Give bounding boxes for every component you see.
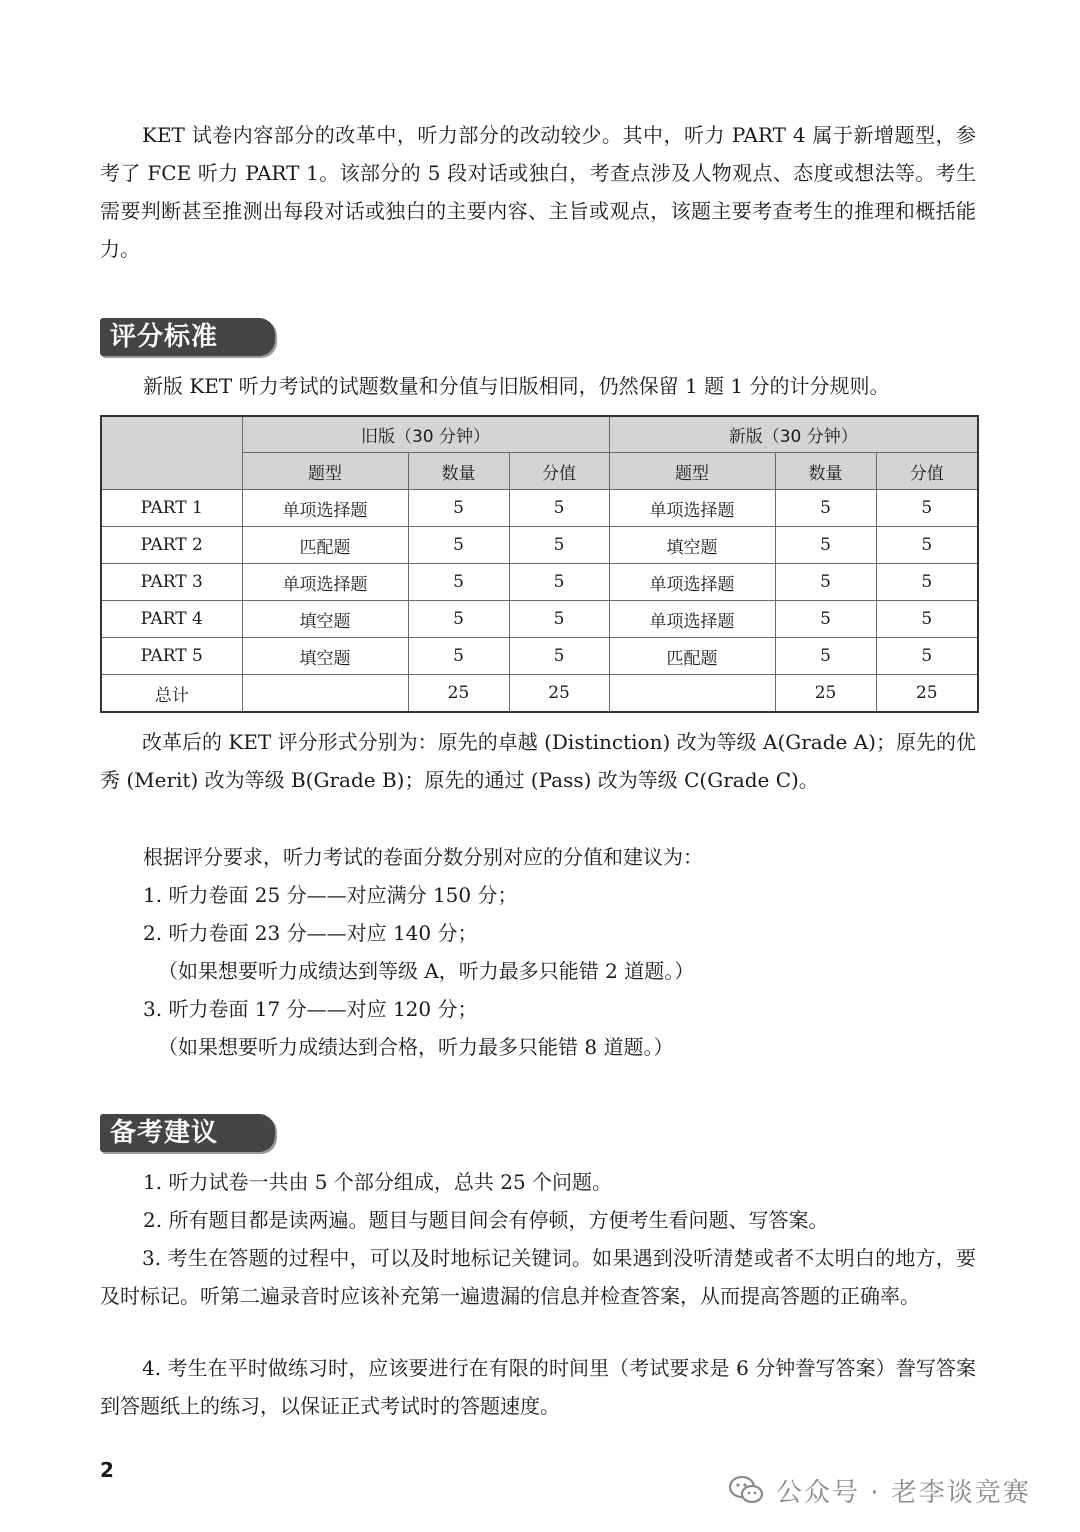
- corner-cell: [101, 416, 242, 490]
- cell-old-count: 25: [408, 675, 509, 713]
- header-new-version: 新版（30 分钟）: [609, 416, 978, 453]
- score-item-1: 1. 听力卷面 25 分——对应满分 150 分；: [143, 883, 518, 907]
- cell-old-count: 5: [408, 490, 509, 527]
- table-row: [101, 638, 978, 675]
- wechat-icon: [728, 1474, 764, 1506]
- cell-old-score: 25: [509, 675, 609, 713]
- score-item-3: 3. 听力卷面 17 分——对应 120 分；: [143, 997, 478, 1021]
- table-row: [101, 601, 978, 638]
- cell-new-count: 5: [775, 564, 876, 601]
- cell-part: PART 3: [101, 564, 242, 601]
- col-new-count: 数量: [775, 453, 876, 490]
- cell-old-score: 5: [509, 527, 609, 564]
- tip-4: 4. 考生在平时做练习时，应该要进行在有限的时间里（考试要求是 6 分钟誊写答案）誊写答案到答题纸上的练习，以保证正式考试时的答题速度。: [100, 1356, 976, 1418]
- cell-new-count: 5: [775, 601, 876, 638]
- cell-part: PART 1: [101, 490, 242, 527]
- cell-part: PART 5: [101, 638, 242, 675]
- cell-new-count: 25: [775, 675, 876, 713]
- col-old-count: 数量: [408, 453, 509, 490]
- scores-lead: 根据评分要求，听力考试的卷面分数分别对应的分值和建议为：: [143, 845, 703, 869]
- cell-new-score: 5: [876, 638, 978, 675]
- header-old-version: 旧版（30 分钟）: [242, 416, 609, 453]
- cell-old-count: 5: [408, 527, 509, 564]
- section-title: 评分标准: [110, 322, 219, 352]
- col-new-score: 分值: [876, 453, 978, 490]
- watermark-text: 公众号 · 老李谈竞赛: [776, 1477, 1031, 1508]
- cell-old-score: 5: [509, 601, 609, 638]
- cell-new-type: 匹配题: [609, 638, 775, 675]
- section-heading-grading: [100, 318, 275, 356]
- cell-total-label: 总计: [101, 675, 242, 713]
- cell-old-type: 单项选择题: [242, 564, 408, 601]
- cell-new-score: 5: [876, 564, 978, 601]
- cell-new-score: 5: [876, 490, 978, 527]
- cell-new-type: [609, 675, 775, 713]
- cell-new-type: 单项选择题: [609, 490, 775, 527]
- cell-new-type: 单项选择题: [609, 564, 775, 601]
- cell-new-score: 25: [876, 675, 978, 713]
- tip-2: 2. 所有题目都是读两遍。题目与题目间会有停顿，方便考生看问题、写答案。: [143, 1208, 829, 1232]
- watermark: [728, 1470, 1031, 1510]
- tip-3: 3. 考生在答题的过程中，可以及时地标记关键词。如果遇到没听清楚或者不太明白的地方，要及时标记。听第二遍录音时应该补充第一遍遗漏的信息并检查答案，从而提高答题的正确率。: [100, 1246, 976, 1308]
- score-item-2: 2. 听力卷面 23 分——对应 140 分；: [143, 921, 478, 945]
- cell-new-count: 5: [775, 638, 876, 675]
- page-number: 2: [100, 1458, 114, 1482]
- cell-new-type: 填空题: [609, 527, 775, 564]
- cell-old-type: 填空题: [242, 601, 408, 638]
- cell-old-count: 5: [408, 638, 509, 675]
- cell-old-type: 匹配题: [242, 527, 408, 564]
- table-row: [101, 527, 978, 564]
- cell-new-count: 5: [775, 490, 876, 527]
- col-new-type: 题型: [609, 453, 775, 490]
- table-row: [101, 490, 978, 527]
- section-title: 备考建议: [110, 1118, 219, 1148]
- cell-old-type: 填空题: [242, 638, 408, 675]
- grading-paragraph: 改革后的 KET 评分形式分别为：原先的卓越 (Distinction) 改为等级 A(Grade A)；原先的优秀 (Merit) 改为等级 B(Grade B)；原先的通过 (Pass) 改为等级 C(Grade C)。: [100, 730, 976, 792]
- score-item-2-note: （如果想要听力成绩达到等级 A，听力最多只能错 2 道题。）: [158, 959, 695, 983]
- section-heading-tips: [100, 1114, 275, 1152]
- cell-old-count: 5: [408, 601, 509, 638]
- cell-new-count: 5: [775, 527, 876, 564]
- cell-old-count: 5: [408, 564, 509, 601]
- cell-old-type: 单项选择题: [242, 490, 408, 527]
- cell-part: PART 2: [101, 527, 242, 564]
- cell-new-score: 5: [876, 601, 978, 638]
- cell-part: PART 4: [101, 601, 242, 638]
- comparison-table: [100, 415, 979, 713]
- col-old-type: 题型: [242, 453, 408, 490]
- table-row: [101, 564, 978, 601]
- cell-old-score: 5: [509, 564, 609, 601]
- cell-new-score: 5: [876, 527, 978, 564]
- table-row-total: [101, 675, 978, 713]
- cell-old-type: [242, 675, 408, 713]
- cell-old-score: 5: [509, 490, 609, 527]
- score-item-3-note: （如果想要听力成绩达到合格，听力最多只能错 8 道题。）: [158, 1035, 674, 1059]
- cell-old-score: 5: [509, 638, 609, 675]
- col-old-score: 分值: [509, 453, 609, 490]
- grading-lead: 新版 KET 听力考试的试题数量和分值与旧版相同，仍然保留 1 题 1 分的计分规则。: [143, 374, 890, 398]
- intro-paragraph: KET 试卷内容部分的改革中，听力部分的改动较少。其中，听力 PART 4 属于新增题型，参考了 FCE 听力 PART 1。该部分的 5 段对话或独白，考查点涉及人物观点、态度或想法等。考生需要判断甚至推测出每段对话或独白的主要内容、主旨或观点，该题主要考查考生的推理和概括能力。: [100, 123, 976, 261]
- cell-new-type: 单项选择题: [609, 601, 775, 638]
- tip-1: 1. 听力试卷一共由 5 个部分组成，总共 25 个问题。: [143, 1170, 613, 1194]
